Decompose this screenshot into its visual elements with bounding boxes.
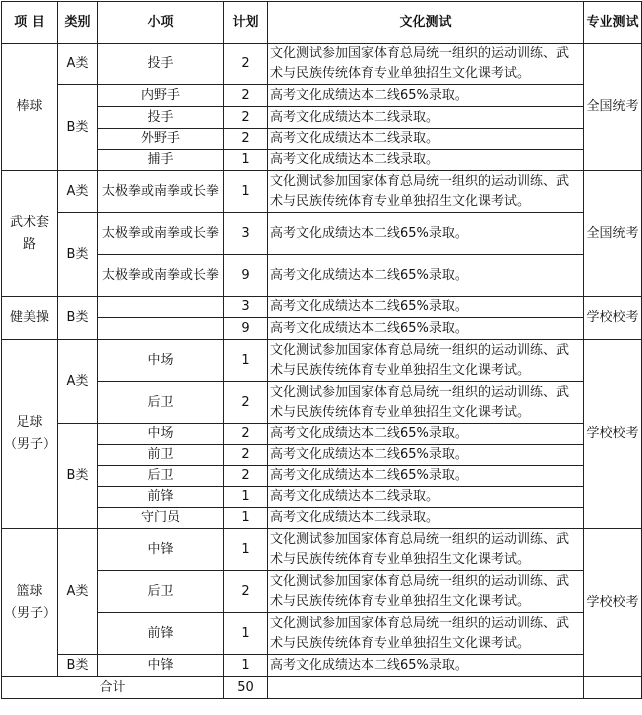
table-row <box>2 466 642 487</box>
professional-test-cell: 全国统考 <box>584 171 642 297</box>
plan-cell: 2 <box>224 571 268 613</box>
project-cell-aerobics: 健美操 <box>2 297 58 340</box>
table-row <box>2 318 642 340</box>
culture-test-cell: 高考文化成绩达本二线录取。 <box>268 508 584 529</box>
item-cell: 中场 <box>98 340 224 382</box>
table-row <box>2 613 642 655</box>
table-row <box>2 150 642 171</box>
category-cell: B类 <box>58 85 98 171</box>
culture-test-cell: 高考文化成绩达本二线65%录取。 <box>268 655 584 677</box>
item-cell: 捕手 <box>98 150 224 171</box>
culture-test-cell: 文化测试参加国家体育总局统一组织的运动训练、武术与民族传统体育专业单独招生文化课考试。 <box>268 340 584 382</box>
table-row <box>2 655 642 677</box>
item-cell: 投手 <box>98 107 224 129</box>
project-cell-basketball: 篮球（男子） <box>2 529 58 677</box>
table-row <box>2 297 642 318</box>
plan-cell: 1 <box>224 171 268 213</box>
category-cell: B类 <box>58 424 98 529</box>
header-plan: 计划 <box>224 2 268 44</box>
item-cell: 前卫 <box>98 445 224 466</box>
culture-test-cell: 文化测试参加国家体育总局统一组织的运动训练、武术与民族传统体育专业单独招生文化课考试。 <box>268 171 584 213</box>
plan-cell: 2 <box>224 85 268 107</box>
plan-cell: 2 <box>224 44 268 85</box>
plan-cell: 1 <box>224 150 268 171</box>
table-row <box>2 445 642 466</box>
professional-test-cell: 学校校考 <box>584 340 642 529</box>
admission-plan-table <box>1 1 642 699</box>
table-row <box>2 340 642 382</box>
project-cell-wushu: 武术套路 <box>2 171 58 297</box>
culture-test-cell: 文化测试参加国家体育总局统一组织的运动训练、武术与民族传统体育专业单独招生文化课考试。 <box>268 571 584 613</box>
plan-cell: 9 <box>224 318 268 340</box>
culture-test-cell: 文化测试参加国家体育总局统一组织的运动训练、武术与民族传统体育专业单独招生文化课考试。 <box>268 382 584 424</box>
plan-cell: 2 <box>224 445 268 466</box>
item-cell: 后卫 <box>98 382 224 424</box>
table-row <box>2 529 642 571</box>
header-row <box>2 2 642 44</box>
table-row <box>2 508 642 529</box>
plan-cell: 2 <box>224 382 268 424</box>
table-row <box>2 255 642 297</box>
culture-test-cell: 高考文化成绩达本二线录取。 <box>268 107 584 129</box>
plan-cell: 9 <box>224 255 268 297</box>
plan-cell: 3 <box>224 297 268 318</box>
plan-cell: 1 <box>224 340 268 382</box>
item-cell: 太极拳或南拳或长拳 <box>98 255 224 297</box>
category-cell: B类 <box>58 655 98 677</box>
culture-test-cell: 高考文化成绩达本二线65%录取。 <box>268 85 584 107</box>
item-cell: 前锋 <box>98 613 224 655</box>
item-cell: 中锋 <box>98 529 224 571</box>
header-project: 项 目 <box>2 2 58 44</box>
table-row <box>2 571 642 613</box>
plan-cell: 2 <box>224 466 268 487</box>
item-cell: 后卫 <box>98 571 224 613</box>
table-row <box>2 487 642 508</box>
table-row <box>2 171 642 213</box>
culture-test-cell: 高考文化成绩达本二线65%录取。 <box>268 318 584 340</box>
plan-cell: 1 <box>224 487 268 508</box>
item-cell: 守门员 <box>98 508 224 529</box>
item-cell: 中场 <box>98 424 224 445</box>
table-row <box>2 129 642 150</box>
item-cell: 投手 <box>98 44 224 85</box>
plan-cell: 1 <box>224 613 268 655</box>
plan-cell: 1 <box>224 529 268 571</box>
item-cell: 后卫 <box>98 466 224 487</box>
culture-test-cell: 高考文化成绩达本二线录取。 <box>268 150 584 171</box>
category-cell: A类 <box>58 44 98 85</box>
item-cell: 前锋 <box>98 487 224 508</box>
item-cell: 太极拳或南拳或长拳 <box>98 171 224 213</box>
professional-test-cell: 全国统考 <box>584 44 642 171</box>
culture-test-cell: 文化测试参加国家体育总局统一组织的运动训练、武术与民族传统体育专业单独招生文化课考试。 <box>268 529 584 571</box>
table-row <box>2 424 642 445</box>
culture-test-cell: 高考文化成绩达本二线65%录取。 <box>268 297 584 318</box>
item-cell <box>98 297 224 318</box>
item-cell: 外野手 <box>98 129 224 150</box>
category-cell: B类 <box>58 297 98 340</box>
header-culture-test: 文化测试 <box>268 2 584 44</box>
plan-cell: 3 <box>224 213 268 255</box>
total-row <box>2 677 642 699</box>
table-row <box>2 44 642 85</box>
culture-test-cell: 高考文化成绩达本二线65%录取。 <box>268 445 584 466</box>
project-cell-football: 足球（男子） <box>2 340 58 529</box>
plan-cell: 2 <box>224 107 268 129</box>
professional-test-cell: 学校校考 <box>584 529 642 677</box>
plan-cell: 1 <box>224 508 268 529</box>
project-cell-baseball: 棒球 <box>2 44 58 171</box>
plan-cell: 1 <box>224 655 268 677</box>
culture-test-cell: 高考文化成绩达本二线录取。 <box>268 129 584 150</box>
category-cell: A类 <box>58 171 98 213</box>
table-row <box>2 213 642 255</box>
culture-test-cell: 高考文化成绩达本二线65%录取。 <box>268 255 584 297</box>
plan-cell: 2 <box>224 129 268 150</box>
culture-test-cell: 高考文化成绩达本二线65%录取。 <box>268 466 584 487</box>
professional-test-cell: 学校校考 <box>584 297 642 340</box>
header-category: 类别 <box>58 2 98 44</box>
table-row <box>2 85 642 107</box>
plan-cell: 2 <box>224 424 268 445</box>
header-item: 小项 <box>98 2 224 44</box>
category-cell: A类 <box>58 340 98 424</box>
item-cell: 中锋 <box>98 655 224 677</box>
header-professional-test: 专业测试 <box>584 2 642 44</box>
total-value: 50 <box>224 677 268 699</box>
item-cell: 太极拳或南拳或长拳 <box>98 213 224 255</box>
culture-test-cell: 高考文化成绩达本二线65%录取。 <box>268 213 584 255</box>
culture-test-cell: 文化测试参加国家体育总局统一组织的运动训练、武术与民族传统体育专业单独招生文化课考试。 <box>268 44 584 85</box>
total-empty-cell <box>268 677 584 699</box>
item-cell: 内野手 <box>98 85 224 107</box>
culture-test-cell: 高考文化成绩达本二线65%录取。 <box>268 424 584 445</box>
culture-test-cell: 文化测试参加国家体育总局统一组织的运动训练、武术与民族传统体育专业单独招生文化课考试。 <box>268 613 584 655</box>
total-empty-cell <box>584 677 642 699</box>
item-cell <box>98 318 224 340</box>
category-cell: A类 <box>58 529 98 655</box>
category-cell: B类 <box>58 213 98 297</box>
total-label: 合计 <box>2 677 224 699</box>
table-row <box>2 382 642 424</box>
culture-test-cell: 高考文化成绩达本二线录取。 <box>268 487 584 508</box>
table-row <box>2 107 642 129</box>
